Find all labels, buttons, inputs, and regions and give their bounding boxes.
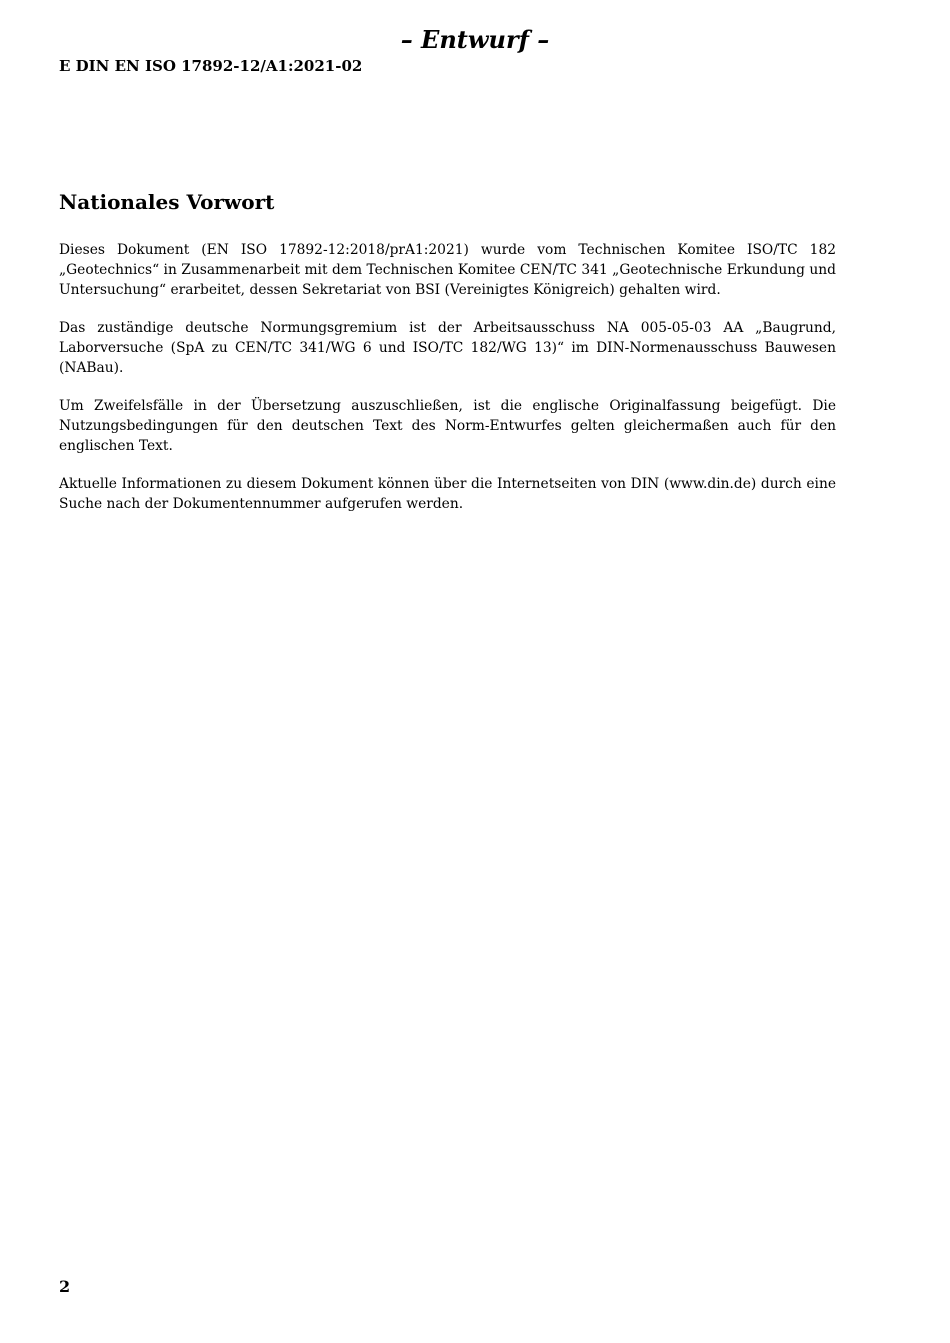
body-text: [59, 240, 836, 532]
section-heading: Nationales Vorwort: [59, 190, 275, 214]
paragraph-1: Dieses Dokument (EN ISO 17892-12:2018/prA1:2021) wurde vom Technischen Komitee ISO/TC 182 „Geotechnics“ in Zusammenarbeit mit dem Technischen Komitee CEN/TC 341 „Geotechnische Erkundung und Untersuchung“ erarbeitet, dessen Sekretariat von BSI (Vereinigtes Königreich) gehalten wird.: [59, 242, 836, 298]
paragraph-4: Aktuelle Informationen zu diesem Dokument können über die Internetseiten von DIN (www.din.de) durch eine Suche nach der Dokumentennummer aufgerufen werden.: [59, 476, 836, 512]
draft-label: – Entwurf –: [400, 25, 550, 54]
paragraph-3: Um Zweifelsfälle in der Übersetzung auszuschließen, ist die englische Originalfassung beigefügt. Die Nutzungsbedingungen für den deutschen Text des Norm-Entwurfes gelten gleichermaßen auch für den englischen Text.: [59, 398, 836, 454]
page-number: 2: [59, 1277, 71, 1296]
paragraph-2: Das zuständige deutsche Normungsgremium ist der Arbeitsausschuss NA 005-05-03 AA „Baugrund, Laborversuche (SpA zu CEN/TC 341/WG 6 und ISO/TC 182/WG 13)“ im DIN-Normenausschuss Bauwesen (NABau).: [59, 320, 836, 376]
document-id: E DIN EN ISO 17892-12/A1:2021-02: [59, 57, 363, 75]
